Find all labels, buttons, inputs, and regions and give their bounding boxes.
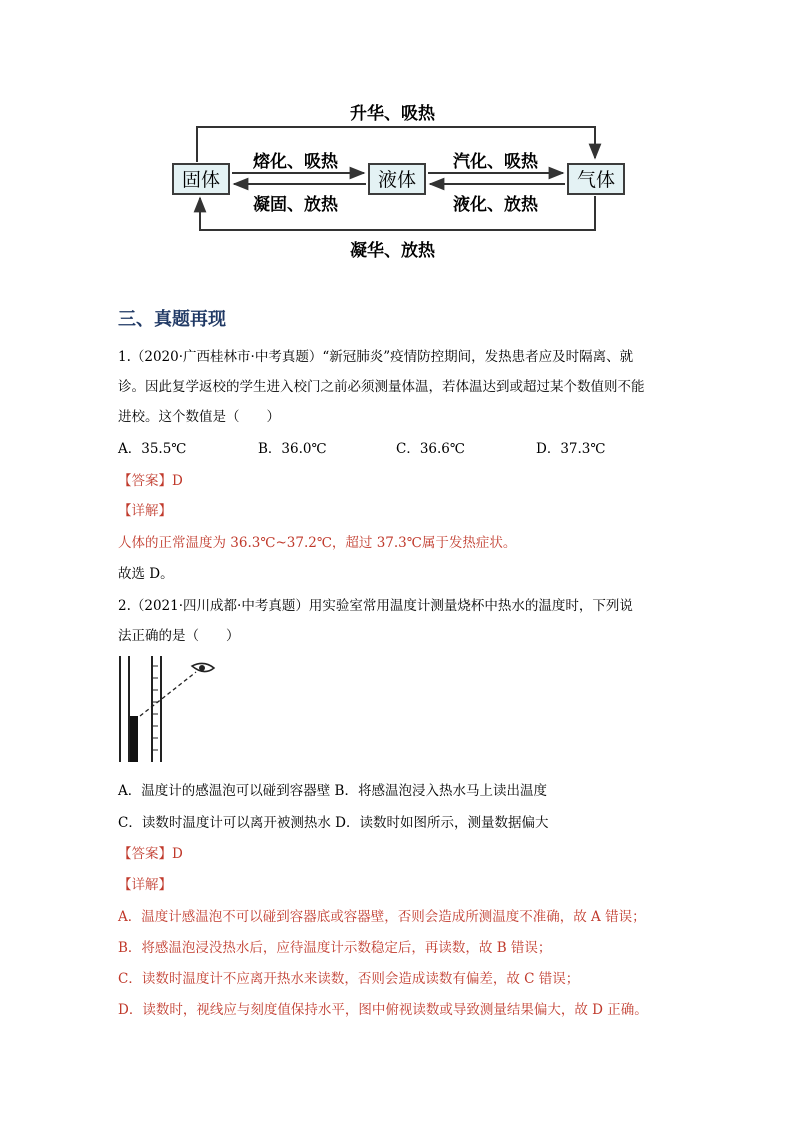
q2-options-line-1: A．温度计的感温泡可以碰到容器壁 B．将感温泡浸入热水马上读出温度 — [118, 783, 547, 799]
q2-detail-d: D．读数时，视线应与刻度值保持水平，图中俯视读数或导致测量结果偏大，故 D 正确。 — [118, 1002, 648, 1018]
q2-answer: 【答案】D — [118, 846, 183, 862]
q2-detail-a: A．温度计感温泡不可以碰到容器底或容器壁，否则会造成所测温度不准确，故 A 错误； — [118, 909, 646, 925]
solid-state-box: 固体 — [172, 163, 230, 195]
deposition-label: 凝华、放热 — [350, 241, 435, 261]
q2-line-2: 法正确的是（ ） — [118, 628, 240, 644]
liquefaction-label: 液化、放热 — [453, 195, 538, 215]
liquid-state-box: 液体 — [368, 163, 426, 195]
q1-line-2: 诊。因此复学返校的学生进入校门之前必须测量体温，若体温达到或超过某个数值则不能 — [118, 379, 645, 395]
q1-answer: 【答案】D — [118, 473, 183, 489]
sublimation-label: 升华、吸热 — [350, 104, 435, 124]
q1-option-d: D．37.3℃ — [536, 441, 606, 457]
section-title: 三、真题再现 — [118, 309, 226, 330]
q2-detail-title: 【详解】 — [118, 877, 172, 893]
q1-conclusion: 故选 D。 — [118, 566, 174, 582]
q1-line-1: 1.（2020·广西桂林市·中考真题）“新冠肺炎”疫情防控期间，发热患者应及时隔离、就 — [118, 349, 634, 365]
q1-line-3: 进校。这个数值是（ ） — [118, 409, 280, 425]
q2-detail-c: C．读数时温度计不应离开热水来读数，否则会造成读数有偏差，故 C 错误； — [118, 971, 580, 987]
melting-label: 熔化、吸热 — [253, 152, 338, 172]
q1-option-c: C．36.6℃ — [396, 441, 465, 457]
q1-option-a: A．35.5℃ — [118, 441, 187, 457]
q1-option-b: B．36.0℃ — [258, 441, 327, 457]
q1-detail-title: 【详解】 — [118, 503, 172, 519]
q2-options-line-2: C．读数时温度计可以离开被测热水 D．读数时如图所示，测量数据偏大 — [118, 815, 549, 831]
q1-detail-line: 人体的正常温度为 36.3℃~37.2℃，超过 37.3℃属于发热症状。 — [118, 535, 517, 551]
thermometer-figure — [112, 652, 222, 764]
q2-detail-b: B．将感温泡浸没热水后，应待温度计示数稳定后，再读数，故 B 错误； — [118, 940, 552, 956]
vaporization-label: 汽化、吸热 — [453, 152, 538, 172]
solidification-label: 凝固、放热 — [253, 195, 338, 215]
q2-line-1: 2.（2021·四川成都·中考真题）用实验室常用温度计测量烧杯中热水的温度时，下列说 — [118, 598, 633, 614]
gas-state-box: 气体 — [567, 163, 625, 195]
